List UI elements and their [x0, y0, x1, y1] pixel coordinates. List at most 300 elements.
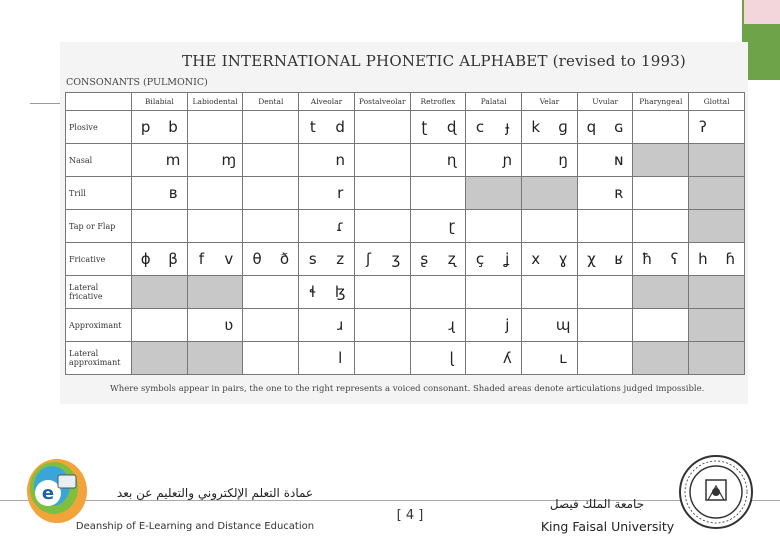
symbol-cell — [577, 342, 633, 375]
symbol-cell — [187, 111, 243, 144]
voiceless-symbol — [633, 193, 660, 194]
symbol-cell — [354, 111, 410, 144]
voiced-symbol — [661, 226, 688, 227]
voiceless-symbol — [578, 226, 605, 227]
voiceless-symbol — [132, 226, 159, 227]
voiced-symbol — [717, 226, 744, 227]
voiced-symbol: z — [336, 250, 345, 268]
symbol-cell — [354, 276, 410, 309]
voiceless-symbol: ħ — [641, 250, 653, 268]
voiced-symbol: ŋ — [558, 151, 568, 169]
voiced-symbol: ʕ — [670, 250, 679, 268]
symbol-cell — [354, 144, 410, 177]
voiceless-symbol — [299, 184, 326, 202]
voiced-symbol: ɳ — [446, 151, 457, 169]
impossible-cell — [466, 177, 522, 210]
column-header: Postalveolar — [354, 93, 410, 111]
voiceless-symbol — [411, 316, 438, 334]
row-label: Plosive — [66, 111, 132, 144]
symbol-cell — [243, 210, 299, 243]
symbol-cell — [243, 342, 299, 375]
voiceless-symbol — [355, 226, 382, 227]
voiced-symbol — [661, 160, 688, 161]
voiceless-symbol — [633, 325, 660, 326]
voiceless-symbol — [299, 217, 326, 235]
symbol-cell — [522, 144, 578, 177]
impossible-cell — [689, 144, 745, 177]
voiceless-symbol: t — [309, 118, 316, 136]
voiceless-symbol — [188, 193, 215, 194]
university-arabic-name: جامعة الملك فيصل — [549, 497, 645, 511]
voiced-symbol — [159, 292, 186, 293]
voiceless-symbol — [689, 325, 716, 326]
impossible-cell — [689, 210, 745, 243]
symbol-cell — [299, 177, 355, 210]
voiced-symbol: ʙ — [168, 184, 178, 202]
table-header-row — [66, 93, 745, 111]
voiced-symbol: ɢ — [614, 118, 624, 136]
table-row — [66, 342, 745, 375]
symbol-cell — [577, 210, 633, 243]
symbol-cell — [187, 210, 243, 243]
symbol-cell — [299, 309, 355, 342]
voiceless-symbol: x — [531, 250, 541, 268]
voiced-symbol — [605, 325, 632, 326]
voiceless-symbol — [243, 127, 270, 128]
column-header: Uvular — [577, 93, 633, 111]
voiced-symbol — [717, 292, 744, 293]
deanship-english-name: Deanship of E-Learning and Distance Education — [75, 521, 315, 532]
voiceless-symbol — [466, 349, 493, 367]
voiceless-symbol: p — [140, 118, 151, 136]
impossible-cell — [689, 276, 745, 309]
voiced-symbol: ɲ — [502, 151, 513, 169]
symbol-cell — [522, 243, 578, 276]
voiced-symbol: ʁ — [614, 250, 624, 268]
symbol-cell — [689, 111, 745, 144]
symbol-cell — [577, 144, 633, 177]
voiced-symbol: m — [165, 151, 181, 169]
voiceless-symbol — [411, 349, 438, 367]
consonants-subtitle: CONSONANTS (PULMONIC) — [66, 77, 208, 88]
voiceless-symbol: q — [586, 118, 597, 136]
voiced-symbol — [549, 292, 576, 293]
voiceless-symbol — [243, 325, 270, 326]
elearning-logo-icon — [24, 455, 90, 525]
voiceless-symbol: θ — [252, 250, 262, 268]
voiceless-symbol — [132, 358, 159, 359]
voiceless-symbol — [633, 160, 660, 161]
voiced-symbol: v — [224, 250, 234, 268]
row-label: Nasal — [66, 144, 132, 177]
voiceless-symbol — [188, 226, 215, 227]
voiceless-symbol — [188, 127, 215, 128]
voiced-symbol — [494, 193, 521, 194]
symbol-cell — [354, 309, 410, 342]
voiceless-symbol: ɬ — [309, 283, 317, 301]
symbol-cell — [410, 111, 466, 144]
voiced-symbol — [159, 325, 186, 326]
symbol-cell — [522, 276, 578, 309]
column-header: Glottal — [689, 93, 745, 111]
voiced-symbol — [271, 292, 298, 293]
voiced-symbol — [382, 292, 409, 293]
symbol-cell — [132, 210, 188, 243]
symbol-cell — [410, 342, 466, 375]
corner-decoration-pink — [744, 0, 780, 24]
column-header: Bilabial — [132, 93, 188, 111]
voiceless-symbol: χ — [587, 250, 596, 268]
voiced-symbol — [215, 358, 242, 359]
symbol-cell — [410, 243, 466, 276]
voiceless-symbol — [243, 193, 270, 194]
symbol-cell — [577, 309, 633, 342]
voiced-symbol: ɭ — [449, 349, 454, 367]
impossible-cell — [633, 276, 689, 309]
voiceless-symbol — [299, 349, 326, 367]
voiced-symbol — [159, 358, 186, 359]
voiced-symbol: ɽ — [448, 217, 455, 235]
voiced-symbol: n — [335, 151, 345, 169]
voiced-symbol — [494, 226, 521, 227]
voiced-symbol: d — [335, 118, 345, 136]
voiceless-symbol — [188, 292, 215, 293]
voiced-symbol: ɦ — [725, 250, 736, 268]
voiceless-symbol: k — [531, 118, 541, 136]
voiceless-symbol — [243, 160, 270, 161]
voiceless-symbol — [633, 358, 660, 359]
impossible-cell — [187, 276, 243, 309]
voiceless-symbol — [689, 226, 716, 227]
voiced-symbol: ʟ — [559, 349, 567, 367]
voiceless-symbol — [466, 151, 493, 169]
column-header: Palatal — [466, 93, 522, 111]
voiceless-symbol — [689, 292, 716, 293]
voiced-symbol: ɟ — [505, 118, 510, 136]
column-header: Velar — [522, 93, 578, 111]
impossible-cell — [689, 342, 745, 375]
table-row — [66, 111, 745, 144]
voiced-symbol — [382, 160, 409, 161]
voiced-symbol — [271, 160, 298, 161]
symbol-cell — [299, 111, 355, 144]
symbol-cell — [466, 342, 522, 375]
voiceless-symbol — [243, 292, 270, 293]
symbol-cell — [689, 243, 745, 276]
voiced-symbol — [661, 127, 688, 128]
voiceless-symbol — [689, 193, 716, 194]
voiced-symbol — [215, 193, 242, 194]
impossible-cell — [633, 342, 689, 375]
voiced-symbol — [271, 193, 298, 194]
voiceless-symbol — [132, 325, 159, 326]
impossible-cell — [689, 177, 745, 210]
table-row — [66, 177, 745, 210]
voiced-symbol: ʋ — [224, 316, 234, 334]
column-header: Dental — [243, 93, 299, 111]
table-row — [66, 276, 745, 309]
voiced-symbol: r — [337, 184, 344, 202]
voiceless-symbol — [578, 358, 605, 359]
symbol-cell — [466, 210, 522, 243]
voiceless-symbol — [522, 193, 549, 194]
voiceless-symbol: ɸ — [140, 250, 151, 268]
voiced-symbol — [382, 358, 409, 359]
symbol-cell — [299, 210, 355, 243]
table-row — [66, 210, 745, 243]
voiced-symbol: ɡ — [558, 118, 568, 136]
impossible-cell — [522, 177, 578, 210]
row-label: Tap or Flap — [66, 210, 132, 243]
voiced-symbol — [159, 226, 186, 227]
voiceless-symbol — [522, 151, 549, 169]
voiced-symbol — [717, 160, 744, 161]
table-row — [66, 243, 745, 276]
ipa-chart-title: THE INTERNATIONAL PHONETIC ALPHABET (revised to 1993) — [182, 52, 686, 70]
voiced-symbol: j — [505, 316, 510, 334]
symbol-cell — [243, 144, 299, 177]
symbol-cell — [132, 177, 188, 210]
symbol-cell — [410, 309, 466, 342]
voiced-symbol: ɴ — [614, 151, 624, 169]
voiceless-symbol — [522, 349, 549, 367]
row-label: Fricative — [66, 243, 132, 276]
symbol-cell — [354, 342, 410, 375]
voiced-symbol — [661, 358, 688, 359]
voiced-symbol: ʎ — [502, 349, 512, 367]
voiced-symbol — [271, 226, 298, 227]
symbol-cell — [633, 210, 689, 243]
voiced-symbol: ɮ — [334, 283, 346, 301]
symbol-cell — [243, 276, 299, 309]
impossible-cell — [132, 276, 188, 309]
voiced-symbol — [717, 325, 744, 326]
voiced-symbol — [549, 193, 576, 194]
voiceless-symbol — [633, 226, 660, 227]
symbol-cell — [410, 210, 466, 243]
voiceless-symbol — [466, 316, 493, 334]
voiceless-symbol — [411, 292, 438, 293]
symbol-cell — [243, 243, 299, 276]
voiced-symbol: ɾ — [336, 217, 345, 235]
voiced-symbol — [717, 118, 744, 136]
voiceless-symbol — [522, 292, 549, 293]
voiceless-symbol — [466, 193, 493, 194]
row-label: Lateral approximant — [66, 342, 132, 375]
voiceless-symbol — [633, 292, 660, 293]
symbol-cell — [299, 342, 355, 375]
voiced-symbol — [382, 127, 409, 128]
symbol-cell — [132, 111, 188, 144]
symbol-cell — [187, 177, 243, 210]
symbol-cell — [633, 243, 689, 276]
impossible-cell — [633, 144, 689, 177]
voiced-symbol: ɹ — [337, 316, 344, 334]
symbol-cell — [633, 111, 689, 144]
voiced-symbol — [271, 358, 298, 359]
university-english-name: King Faisal University — [540, 519, 675, 534]
symbol-cell — [522, 309, 578, 342]
symbol-cell — [522, 210, 578, 243]
symbol-cell — [577, 276, 633, 309]
voiced-symbol — [382, 193, 409, 194]
symbol-cell — [466, 276, 522, 309]
voiceless-symbol — [522, 226, 549, 227]
symbol-cell — [466, 111, 522, 144]
voiceless-symbol — [188, 358, 215, 359]
row-label: Approximant — [66, 309, 132, 342]
voiceless-symbol — [578, 292, 605, 293]
symbol-cell — [522, 111, 578, 144]
table-row — [66, 309, 745, 342]
voiced-symbol — [605, 226, 632, 227]
voiceless-symbol — [411, 217, 438, 235]
symbol-cell — [132, 144, 188, 177]
voiceless-symbol: ʃ — [366, 250, 372, 268]
symbol-cell — [466, 144, 522, 177]
voiceless-symbol — [466, 226, 493, 227]
column-header: Labiodental — [187, 93, 243, 111]
voiced-symbol — [215, 127, 242, 128]
voiceless-symbol: ʂ — [420, 250, 429, 268]
voiceless-symbol — [578, 151, 605, 169]
voiceless-symbol — [355, 358, 382, 359]
symbol-cell — [633, 177, 689, 210]
voiced-symbol — [382, 226, 409, 227]
symbol-cell — [466, 309, 522, 342]
voiced-symbol — [605, 292, 632, 293]
table-body — [66, 111, 745, 375]
row-label: Lateral fricative — [66, 276, 132, 309]
table-row — [66, 144, 745, 177]
symbol-cell — [132, 309, 188, 342]
voiced-symbol — [438, 193, 465, 194]
symbol-cell — [577, 111, 633, 144]
voiced-symbol — [271, 325, 298, 326]
voiced-symbol: ð — [279, 250, 290, 268]
symbol-cell — [354, 177, 410, 210]
voiceless-symbol — [355, 160, 382, 161]
ipa-consonant-table — [65, 92, 745, 375]
voiceless-symbol: f — [198, 250, 205, 268]
voiceless-symbol — [411, 151, 438, 169]
voiced-symbol — [661, 292, 688, 293]
voiceless-symbol — [243, 358, 270, 359]
voiceless-symbol — [132, 292, 159, 293]
voiced-symbol: ɱ — [221, 151, 237, 169]
impossible-cell — [132, 342, 188, 375]
row-label: Trill — [66, 177, 132, 210]
column-header: Alveolar — [299, 93, 355, 111]
voiced-symbol: ɰ — [555, 316, 571, 334]
symbol-cell — [299, 144, 355, 177]
voiced-symbol: ʐ — [447, 250, 456, 268]
voiced-symbol — [438, 292, 465, 293]
symbol-cell — [243, 111, 299, 144]
voiced-symbol — [661, 193, 688, 194]
deanship-arabic-name: عمادة التعلم الإلكتروني والتعليم عن بعد — [116, 486, 314, 500]
voiceless-symbol — [689, 358, 716, 359]
voiceless-symbol — [411, 193, 438, 194]
chart-caption: Where symbols appear in pairs, the one to the right represents a voiced consonant. Shaded areas denote articulations judged impossible. — [110, 384, 705, 394]
symbol-cell — [577, 243, 633, 276]
symbol-cell — [187, 309, 243, 342]
symbol-cell — [243, 177, 299, 210]
voiceless-symbol — [355, 325, 382, 326]
symbol-cell — [354, 243, 410, 276]
voiceless-symbol — [633, 127, 660, 128]
voiceless-symbol — [689, 160, 716, 161]
voiceless-symbol: ʔ — [699, 118, 707, 136]
voiced-symbol: ɣ — [558, 250, 568, 268]
symbol-cell — [187, 243, 243, 276]
voiceless-symbol: h — [698, 250, 708, 268]
voiced-symbol — [271, 127, 298, 128]
voiceless-symbol — [188, 316, 215, 334]
voiced-symbol: ɖ — [446, 118, 457, 136]
voiced-symbol: ʒ — [391, 250, 401, 268]
symbol-cell — [410, 177, 466, 210]
voiceless-symbol: ç — [475, 250, 485, 268]
voiced-symbol — [215, 226, 242, 227]
voiceless-symbol — [466, 292, 493, 293]
impossible-cell — [187, 342, 243, 375]
voiceless-symbol: ʈ — [421, 118, 428, 136]
voiced-symbol: β — [168, 250, 178, 268]
symbol-cell — [299, 276, 355, 309]
university-seal-icon — [678, 454, 754, 530]
voiceless-symbol — [243, 226, 270, 227]
voiced-symbol — [494, 292, 521, 293]
corner-header-cell — [66, 93, 132, 111]
voiced-symbol: ʝ — [505, 250, 510, 268]
voiced-symbol — [717, 193, 744, 194]
symbol-cell — [187, 144, 243, 177]
symbol-cell — [243, 309, 299, 342]
voiceless-symbol — [522, 316, 549, 334]
voiceless-symbol: s — [308, 250, 317, 268]
voiceless-symbol — [355, 193, 382, 194]
symbol-cell — [577, 177, 633, 210]
symbol-cell — [132, 243, 188, 276]
voiceless-symbol — [578, 184, 605, 202]
voiced-symbol — [549, 226, 576, 227]
voiced-symbol: ɻ — [448, 316, 455, 334]
voiced-symbol — [717, 358, 744, 359]
voiceless-symbol: c — [475, 118, 485, 136]
symbol-cell — [633, 309, 689, 342]
symbol-cell — [410, 144, 466, 177]
voiceless-symbol — [299, 151, 326, 169]
symbol-cell — [522, 342, 578, 375]
voiced-symbol: ʀ — [614, 184, 624, 202]
voiced-symbol — [661, 325, 688, 326]
symbol-cell — [354, 210, 410, 243]
voiced-symbol: l — [338, 349, 343, 367]
voiced-symbol — [215, 292, 242, 293]
voiced-symbol — [605, 358, 632, 359]
svg-text:e: e — [41, 483, 55, 504]
voiceless-symbol — [188, 151, 215, 169]
voiceless-symbol — [132, 184, 159, 202]
voiceless-symbol — [132, 151, 159, 169]
column-header: Retroflex — [410, 93, 466, 111]
voiceless-symbol — [299, 316, 326, 334]
impossible-cell — [689, 309, 745, 342]
voiceless-symbol — [578, 325, 605, 326]
voiced-symbol: b — [168, 118, 178, 136]
symbol-cell — [410, 276, 466, 309]
